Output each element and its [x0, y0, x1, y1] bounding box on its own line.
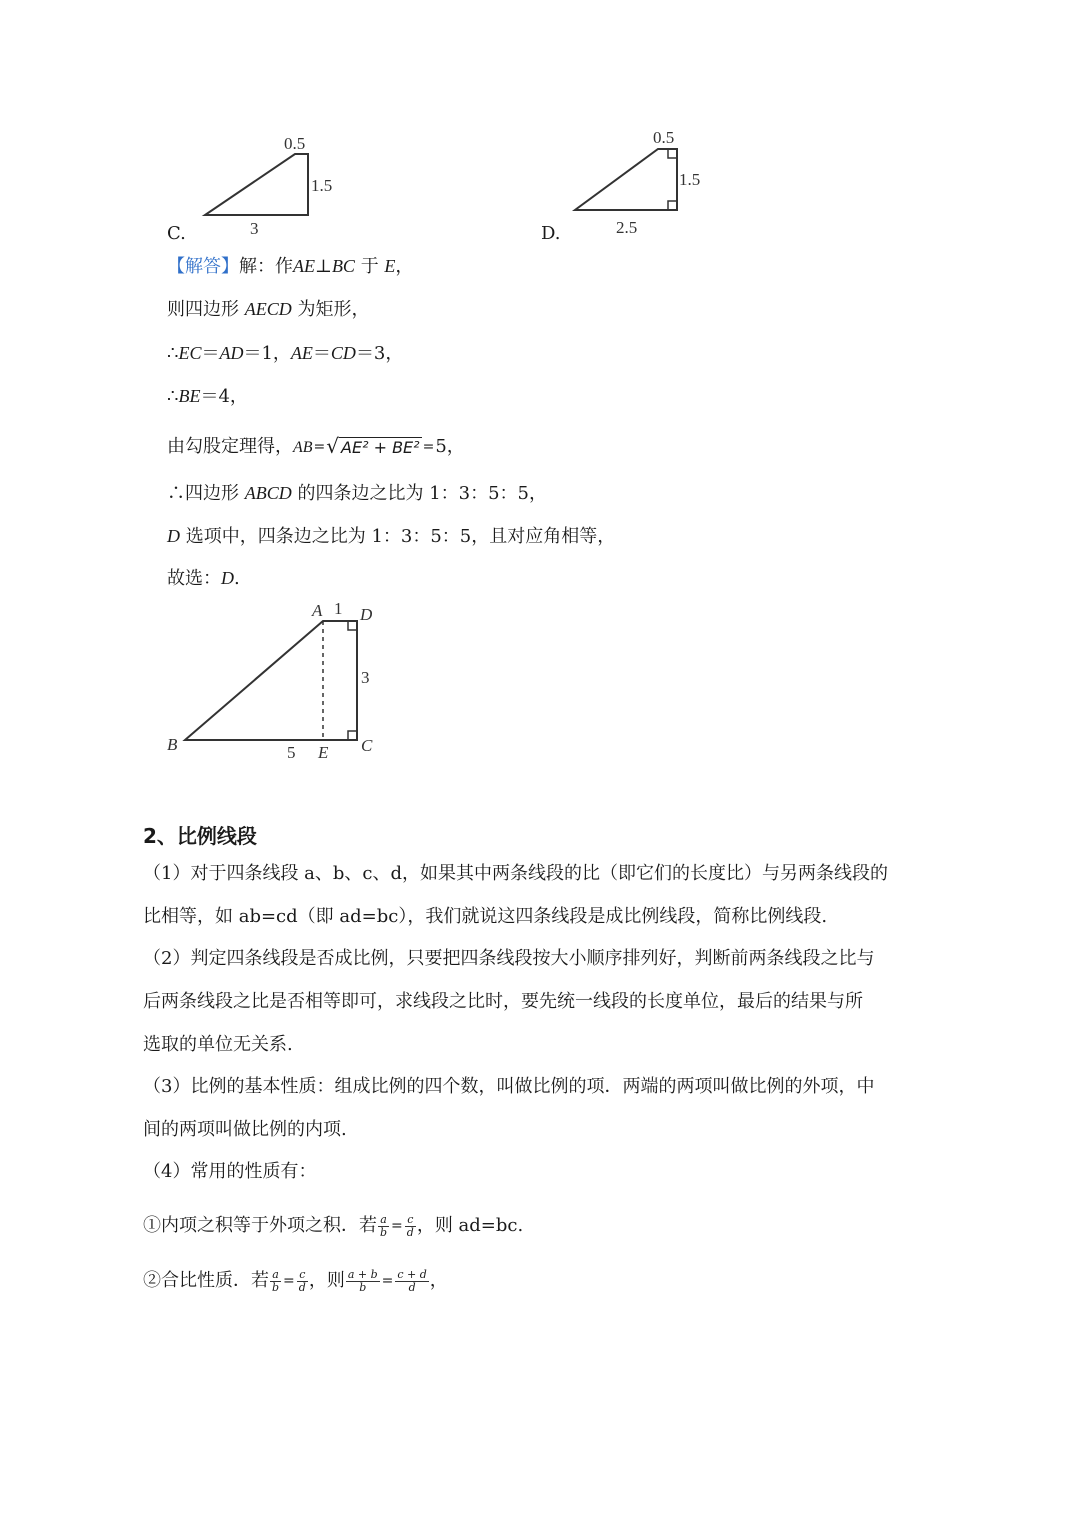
fraction-a-b-2: $\frac{a}{b}$: [272, 1267, 280, 1294]
segment-ad-label: 1: [334, 599, 343, 618]
vertex-d-label: D: [360, 605, 373, 624]
paragraph-3-line-1: （3）比例的基本性质：组成比例的四个数，叫做比例的项．两端的两项叫做比例的外项，中: [143, 1076, 875, 1097]
segment-be-label: 5: [287, 743, 296, 762]
solution-line-8: 故选：D.: [167, 568, 240, 589]
solution-line-7: D 选项中，四条边之比为 1：3：5：5，且对应角相等，: [167, 526, 616, 547]
right-angle-bottom-icon: [668, 201, 677, 210]
solution-line-5: 由勾股定理得，AB=√ AE² + BE² =5，: [167, 434, 465, 458]
trapezoid-d: [575, 149, 677, 210]
figure-d-bottom-label: 2.5: [616, 218, 638, 237]
sqrt-expression: √ AE² + BE²: [326, 434, 420, 458]
right-angle-top-icon: [668, 149, 677, 158]
trapezoid-c: [205, 154, 308, 215]
paragraph-3-line-2: 间的两项叫做比例的内项.: [143, 1119, 347, 1140]
right-angle-d-icon: [348, 621, 357, 630]
fraction-c-d: $\frac{c}{d}$: [406, 1212, 414, 1239]
figure-d-top-label: 0.5: [653, 128, 675, 147]
trapezoid-abcd: [185, 621, 357, 740]
vertex-e-label: E: [318, 743, 329, 762]
right-angle-c-icon: [348, 731, 357, 740]
figure-d-right-label: 1.5: [679, 170, 701, 189]
solution-line-6: ∴四边形 ABCD 的四条边之比为 1：3：5：5，: [167, 483, 547, 504]
fraction-a-b: $\frac{a}{b}$: [380, 1212, 388, 1239]
paragraph-4: （4）常用的性质有：: [143, 1161, 317, 1182]
vertex-c-label: C: [361, 736, 373, 755]
solution-line-2: 则四边形 AECD 为矩形，: [167, 299, 370, 320]
vertex-b-label: B: [167, 735, 178, 754]
answer-figure: [160, 598, 400, 768]
paragraph-2-line-1: （2）判定四条线段是否成比例，只要把四条线段按大小顺序排列好，判断前两条线段之比与: [143, 948, 875, 969]
paragraph-1-line-2: 比相等，如 ab=cd（即 ad=bc），我们就说这四条线段是成比例线段，简称比例线段.: [143, 906, 828, 927]
option-d-label: D.: [541, 223, 561, 244]
solution-line-1: 【解答】解：作AE⊥BC 于 E，: [167, 256, 414, 277]
solution-line-4: ∴BE＝4，: [167, 386, 248, 407]
segment-cd-label: 3: [361, 668, 370, 687]
solution-tag: 【解答】: [167, 256, 239, 277]
property-2: ②合比性质．若 $\frac{a}{b}$ = $\frac{c}{d}$ ，则 $\frac{a + b}{b}$ = $\frac{c + d}{d}$ ，: [143, 1267, 448, 1294]
figure-c-right-label: 1.5: [311, 176, 333, 195]
figure-c: [160, 125, 360, 245]
fraction-c-d-2: $\frac{c}{d}$: [298, 1267, 306, 1294]
property-1: ①内项之积等于外项之积．若 $\frac{a}{b}$ = $\frac{c}{d}$ ，则 ad=bc.: [143, 1212, 524, 1239]
fraction-c-plus-d-over-d: $\frac{c + d}{d}$: [397, 1267, 427, 1294]
sqrt-sign-icon: √: [326, 434, 340, 458]
figure-c-bottom-label: 3: [250, 219, 259, 238]
paragraph-2-line-3: 选取的单位无关系.: [143, 1034, 293, 1055]
figure-c-top-label: 0.5: [284, 134, 306, 153]
option-c-label: C.: [167, 223, 186, 244]
vertex-a-label: A: [312, 601, 323, 620]
paragraph-2-line-2: 后两条线段之比是否相等即可，求线段之比时，要先统一线段的长度单位，最后的结果与所: [143, 991, 863, 1012]
fraction-a-plus-b-over-b: $\frac{a + b}{b}$: [347, 1267, 378, 1294]
paragraph-1-line-1: （1）对于四条线段 a、b、c、d，如果其中两条线段的比（即它们的长度比）与另两条线段的: [143, 863, 889, 884]
figure-d: [560, 120, 720, 240]
solution-line-3: ∴EC＝AD＝1，AE＝CD＝3，: [167, 343, 404, 364]
section-heading: 2、比例线段: [143, 824, 257, 848]
